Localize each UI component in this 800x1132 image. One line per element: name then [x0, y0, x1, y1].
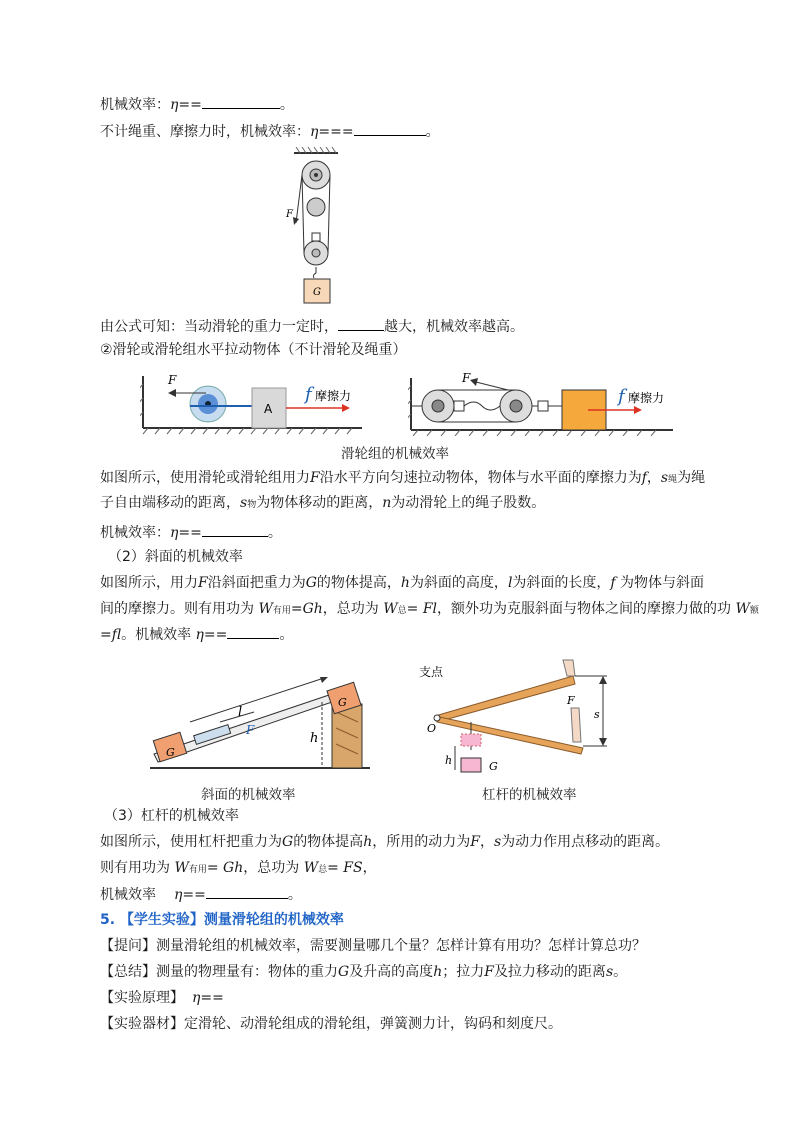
principle-line: 【实验原理】 η==	[100, 990, 224, 1006]
weight-label: G	[489, 760, 498, 773]
distance-label: s	[594, 708, 600, 721]
height-label: h	[445, 754, 453, 767]
weight-label: G	[338, 696, 347, 709]
efficiency-line-3: 机械效率：η== 。	[100, 522, 282, 543]
lever-heading: （3）杠杆的机械效率	[104, 808, 239, 824]
figure-caption-lever: 杠杆的机械效率	[482, 787, 577, 803]
weight-label: G	[166, 746, 175, 759]
incline-heading: （2）斜面的机械效率	[108, 549, 243, 565]
paragraph-pulley-cont: 子自由端移动的距离，s物为物体移动的距离，n为动滑轮上的绳子股数。	[100, 495, 546, 511]
friction-symbol: f	[305, 384, 312, 405]
paragraph-pulley: 如图所示，使用滑轮或滑轮组用力F沿水平方向匀速拉动物体，物体与水平面的摩擦力为f，s绳为绳	[100, 470, 706, 486]
efficiency-line-2: 不计绳重、摩擦力时，机械效率：η=== 。	[100, 121, 440, 142]
answer-blank[interactable]	[202, 522, 268, 537]
lever-figure	[415, 650, 625, 774]
paragraph-incline: 如图所示，用力F沿斜面把重力为G的物体提高，h为斜面的高度，l为斜面的长度，f 为物体与斜面	[100, 575, 705, 591]
force-label: F	[168, 373, 177, 387]
paragraph-lever: 如图所示，使用杠杆把重力为G的物体提高h，所用的动力为F，s为动力作用点移动的距离。	[100, 834, 670, 850]
answer-blank[interactable]	[202, 94, 280, 109]
paragraph-lever-cont: 则有用功为 W有用= Gh，总功为 W总= FS，	[100, 860, 377, 876]
friction-symbol: f	[618, 386, 625, 407]
section-heading-experiment: 5. 【学生实验】测量滑轮组的机械效率	[100, 912, 344, 928]
pivot-point-label: O	[427, 722, 437, 735]
force-label: F	[246, 723, 255, 737]
height-label: h	[310, 731, 319, 746]
pivot-label: 支点	[419, 665, 444, 679]
force-label: F	[567, 694, 575, 707]
conclusion-line: 由公式可知：当动滑轮的重力一定时， 越大，机械效率越高。	[100, 316, 524, 337]
answer-blank[interactable]	[354, 121, 426, 136]
answer-blank[interactable]	[338, 316, 384, 331]
horizontal-pulley-heading: ②滑轮或滑轮组水平拉动物体（不计滑轮及绳重）	[100, 342, 407, 358]
force-label: F	[286, 209, 293, 220]
pulley-block-figure	[282, 145, 352, 305]
force-label: F	[462, 371, 471, 385]
friction-label: 摩擦力	[315, 389, 352, 403]
friction-label: 摩擦力	[628, 391, 665, 405]
answer-blank[interactable]	[227, 624, 279, 639]
equipment-line: 【实验器材】定滑轮、动滑轮组成的滑轮组，弹簧测力计，钩码和刻度尺。	[100, 1016, 562, 1032]
question-line: 【提问】测量滑轮组的机械效率，需要测量哪几个量？怎样计算有用功？怎样计算总功？	[100, 938, 646, 954]
efficiency-line-4: 机械效率 η== 。	[100, 884, 302, 905]
paragraph-incline-end: =fl。机械效率 η== 。	[100, 624, 293, 645]
weight-label: G	[313, 287, 321, 298]
single-pulley-horizontal-figure	[140, 368, 365, 436]
paragraph-incline-cont: 间的摩擦力。则有用功为 W有用=Gh，总功为 W总= Fl，额外功为克服斜面与物体之间的摩擦力做的功 W额	[100, 601, 759, 617]
answer-blank[interactable]	[206, 884, 288, 899]
figure-caption-incline: 斜面的机械效率	[201, 787, 296, 803]
pulley-group-horizontal-figure	[408, 368, 678, 436]
summary-line: 【总结】测量的物理量有：物体的重力G及升高的高度h；拉力F及拉力移动的距离s。	[100, 964, 628, 980]
figure-caption-pulley-group: 滑轮组的机械效率	[341, 446, 449, 462]
efficiency-line-1: 机械效率：η== 。	[100, 94, 294, 115]
length-label: l	[238, 705, 243, 720]
incline-figure	[150, 676, 372, 776]
block-label: A	[264, 402, 273, 416]
